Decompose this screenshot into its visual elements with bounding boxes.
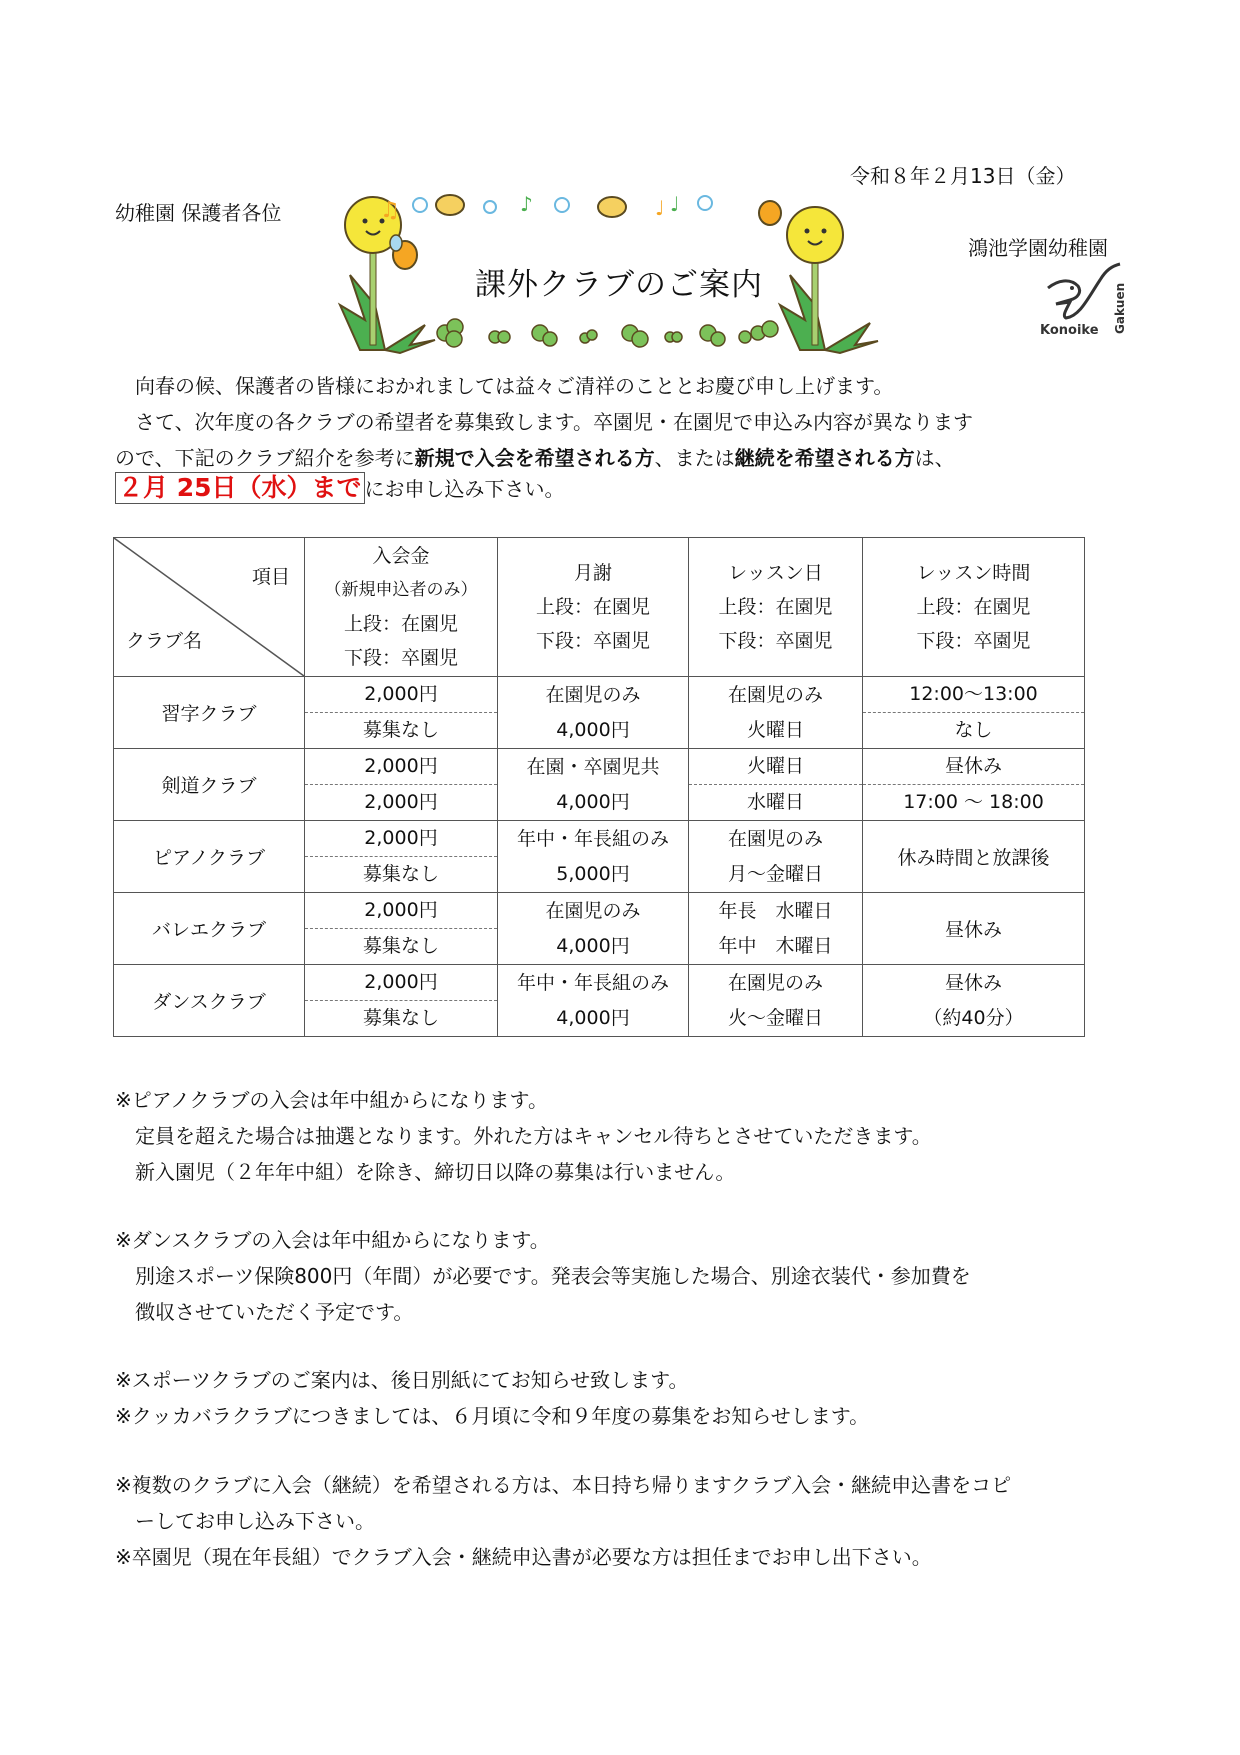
document-date: 令和８年２月13日（金） (850, 164, 1076, 188)
cell-line: 火～金曜日 (727, 1006, 823, 1029)
entry-fee-cell (305, 965, 498, 1037)
note-dance (115, 1222, 971, 1330)
entry-fee-cell (305, 821, 498, 893)
header-line: 入会金 (372, 545, 430, 567)
note-apply (115, 1467, 1011, 1575)
lesson-day-cell (689, 821, 863, 893)
monthly-fee-cell (498, 749, 689, 821)
header-line: 上段：在園児 (535, 596, 650, 618)
time-current: 昼休み (863, 749, 1084, 785)
school-logo (1040, 258, 1130, 338)
note-line: 別途スポーツ保険800円（年間）が必要です。発表会等実施した場合、別途衣装代・参加費を (115, 1264, 971, 1288)
svg-text:Gakuen: Gakuen (1113, 282, 1127, 334)
club-name: バレエクラブ (114, 893, 305, 965)
cell-line: 4,000円 (556, 934, 630, 957)
lesson-time-cell (863, 749, 1085, 821)
header-line: 上段：在園児 (343, 613, 458, 635)
header-line: 下段：卒園児 (916, 630, 1031, 652)
entry-fee-cell (305, 677, 498, 749)
lesson-time-cell (863, 965, 1085, 1037)
time-graduate: なし (954, 719, 993, 741)
note-line: 徴収させていただく予定です。 (115, 1300, 414, 1324)
monthly-fee-cell (498, 893, 689, 965)
konoike-bird-icon (1040, 258, 1130, 338)
intro-line-4 (115, 472, 565, 504)
entry-fee-cell (305, 893, 498, 965)
note-line: ※スポーツクラブのご案内は、後日別紙にてお知らせ致します。 (115, 1368, 689, 1392)
deadline-highlight: ２月 25日（水）まで (115, 472, 365, 504)
cell-line: 年中・年長組のみ (516, 827, 669, 850)
intro-text: 、または (654, 446, 735, 470)
cell-line: 在園児のみ (545, 899, 641, 922)
fee-graduate: 募集なし (362, 1007, 439, 1029)
fee-current: 2,000円 (305, 821, 497, 857)
fee-graduate: 2,000円 (364, 791, 438, 813)
cell-line: 昼休み (944, 971, 1002, 994)
lesson-day-cell (689, 893, 863, 965)
table-row (114, 893, 1085, 965)
school-name: 鴻池学園幼稚園 (968, 236, 1108, 260)
cell-line: 在園・卒園児共 (526, 755, 660, 778)
note-line: ※複数のクラブに入会（継続）を希望される方は、本日持ち帰りますクラブ入会・継続申込書をコピ (115, 1473, 1012, 1497)
note-line: ※ピアノクラブの入会は年中組からになります。 (115, 1088, 548, 1112)
cell-line: 在園児のみ (727, 683, 823, 706)
emphasis-continuing-members: 継続を希望される方 (734, 446, 915, 470)
svg-text:♩: ♩ (655, 196, 665, 220)
intro-text: は、 (914, 446, 955, 470)
lesson-day-cell (689, 965, 863, 1037)
note-line: 定員を超えた場合は抽選となります。外れた方はキャンセル待ちとさせていただきます。 (115, 1124, 932, 1148)
fee-graduate: 募集なし (362, 935, 439, 957)
monthly-fee-cell (498, 677, 689, 749)
cell-line: （約40分） (923, 1006, 1024, 1029)
club-name: 剣道クラブ (114, 749, 305, 821)
table-row (114, 965, 1085, 1037)
note-line: ※ダンスクラブの入会は年中組からになります。 (115, 1228, 550, 1252)
banner-title: 課外クラブのご案内 (475, 267, 763, 303)
note-line: ※卒園児（現在年長組）でクラブ入会・継続申込書が必要な方は担任までお申し出下さい。 (115, 1545, 932, 1569)
club-table (113, 537, 1085, 1037)
header-line: レッスン日 (728, 562, 823, 584)
fee-graduate: 募集なし (362, 863, 439, 885)
note-line: ーしてお申し込み下さい。 (115, 1509, 375, 1533)
header-club-label: クラブ名 (126, 630, 203, 652)
lesson-day-cell (689, 677, 863, 749)
diagonal-header-cell (114, 538, 305, 677)
lesson-time-cell (863, 677, 1085, 749)
lesson-time-cell (863, 821, 1085, 893)
club-name: ダンスクラブ (114, 965, 305, 1037)
table-row (114, 749, 1085, 821)
cell-line: 年中 木曜日 (718, 934, 833, 957)
table-row (114, 821, 1085, 893)
time-graduate: 17:00 ～ 18:00 (903, 791, 1044, 813)
header-line: 下段：卒園児 (718, 630, 833, 652)
fee-current: 2,000円 (305, 677, 497, 713)
monthly-fee-cell (498, 821, 689, 893)
cell-line: 火曜日 (746, 718, 804, 741)
header-line: 下段：卒園児 (343, 647, 458, 669)
intro-line-2: さて、次年度の各クラブの希望者を募集致します。卒園児・在園児で申込み内容が異なります (115, 410, 973, 434)
cell-line: 在園児のみ (727, 827, 823, 850)
note-line: ※クッカバラクラブにつきましては、６月頃に令和９年度の募集をお知らせします。 (115, 1404, 870, 1428)
cell-line: 在園児のみ (545, 683, 641, 706)
header-line: 月謝 (573, 562, 612, 584)
lesson-day-cell (689, 749, 863, 821)
club-name: ピアノクラブ (114, 821, 305, 893)
fee-current: 2,000円 (305, 749, 497, 785)
note-line: 新入園児（２年年中組）を除き、締切日以降の募集は行いません。 (115, 1160, 736, 1184)
day-graduate: 水曜日 (746, 791, 804, 813)
monthly-fee-cell (498, 965, 689, 1037)
intro-line-3 (115, 442, 955, 471)
header-item-label: 項目 (251, 566, 290, 588)
cell-line: 5,000円 (556, 862, 630, 885)
note-misc (115, 1362, 869, 1434)
cell-line: 4,000円 (556, 1006, 630, 1029)
cell-line: 在園児のみ (727, 971, 823, 994)
header-monthly-fee (498, 538, 689, 677)
cell-line: 年中・年長組のみ (516, 971, 669, 994)
club-name: 習字クラブ (114, 677, 305, 749)
cell-line: 4,000円 (556, 790, 630, 813)
cell-line: 年長 水曜日 (718, 899, 833, 922)
intro-line-1: 向春の候、保護者の皆様におかれましては益々ご清祥のこととお慶び申し上げます。 (115, 374, 894, 398)
svg-text:♩: ♩ (670, 192, 680, 216)
header-line: 下段：卒園児 (535, 630, 650, 652)
table-header-row (114, 538, 1085, 677)
header-line: （新規申込者のみ） (324, 580, 478, 600)
cell-line: 休み時間と放課後 (897, 847, 1050, 869)
svg-text:Konoike: Konoike (1040, 323, 1099, 338)
header-line: 上段：在園児 (916, 596, 1031, 618)
intro-text: ので、下記のクラブ紹介を参考に (115, 446, 415, 470)
cell-line: 月～金曜日 (727, 862, 823, 885)
header-line: 上段：在園児 (718, 596, 833, 618)
time-current: 12:00～13:00 (863, 677, 1084, 713)
entry-fee-cell (305, 749, 498, 821)
header-lesson-day (689, 538, 863, 677)
cell-line: 昼休み (944, 919, 1002, 941)
svg-text:♪: ♪ (520, 192, 533, 216)
cell-line: 4,000円 (556, 718, 630, 741)
header-line: レッスン時間 (916, 562, 1031, 584)
banner-illustration (330, 192, 930, 355)
header-entry-fee (305, 538, 498, 677)
lesson-time-cell (863, 893, 1085, 965)
svg-text:♫: ♫ (380, 198, 400, 223)
fee-current: 2,000円 (305, 893, 497, 929)
intro-text: にお申し込み下さい。 (364, 477, 565, 501)
addressee: 幼稚園 保護者各位 (115, 201, 282, 225)
emphasis-new-members: 新規で入会を希望される方 (414, 446, 655, 470)
header-lesson-time (863, 538, 1085, 677)
note-piano (115, 1082, 932, 1190)
fee-graduate: 募集なし (362, 719, 439, 741)
day-current: 火曜日 (689, 749, 862, 785)
table-row (114, 677, 1085, 749)
fee-current: 2,000円 (305, 965, 497, 1001)
